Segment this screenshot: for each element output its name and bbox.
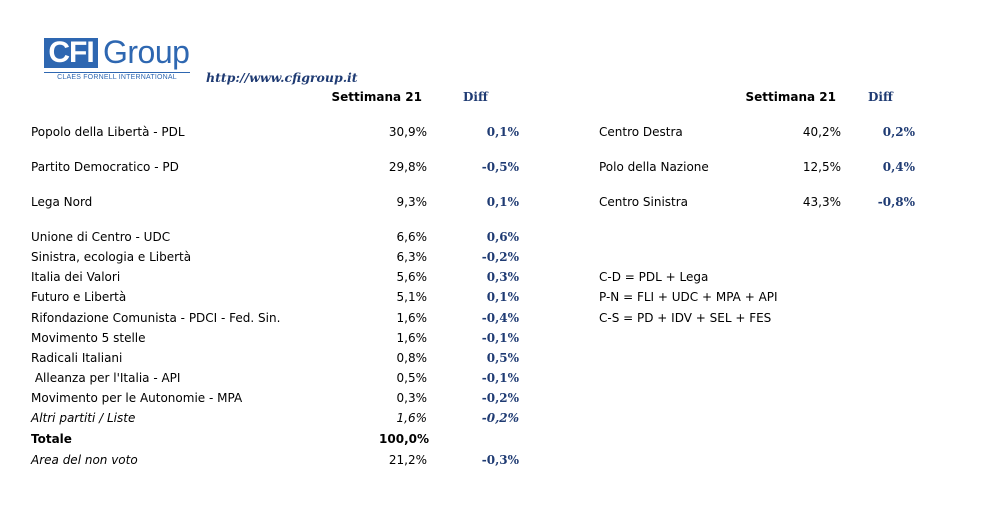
left-row-label: Popolo della Libertà - PDL: [31, 125, 185, 139]
left-row-label: Movimento 5 stelle: [31, 331, 146, 345]
logo-group: Group: [103, 34, 190, 70]
left-row-label: Lega Nord: [31, 195, 93, 209]
left-row-label: Partito Democratico - PD: [31, 160, 179, 174]
left-row-value: 0,3%: [396, 391, 427, 405]
right-row-diff: 0,4%: [882, 160, 915, 174]
left-row-label: Italia dei Valori: [31, 270, 121, 284]
left-row-diff: -0,4%: [481, 311, 519, 325]
right-header-week: Settimana 21: [745, 90, 836, 104]
right-row-diff: 0,2%: [882, 125, 915, 139]
left-row-diff: 0,3%: [486, 270, 519, 284]
legend-centro-destra: C-D = PDL + Lega: [599, 270, 709, 284]
right-row-label: Centro Destra: [599, 125, 683, 139]
left-row-value: 6,3%: [396, 250, 427, 264]
left-row-diff: -0,1%: [481, 371, 519, 385]
left-row-label: Alleanza per l'Italia - API: [31, 371, 181, 385]
left-row-value: 5,1%: [396, 290, 427, 304]
website-link[interactable]: http://www.cfigroup.it: [206, 70, 358, 85]
left-row-label: Unione di Centro - UDC: [31, 230, 171, 244]
left-row-diff: 0,1%: [486, 125, 519, 139]
left-row-value-total: 100,0%: [379, 432, 429, 446]
left-row-label: Rifondazione Comunista - PDCI - Fed. Sin.: [31, 311, 281, 325]
left-row-value: 1,6%: [396, 331, 427, 345]
left-row-value: 1,6%: [396, 411, 427, 425]
left-row-label: Movimento per le Autonomie - MPA: [31, 391, 243, 405]
right-row-value: 12,5%: [802, 160, 841, 174]
left-row-value: 1,6%: [396, 311, 427, 325]
left-row-diff: -0,2%: [481, 391, 519, 405]
left-row-label: Altri partiti / Liste: [31, 411, 136, 425]
logo-subtitle: CLAES FORNELL INTERNATIONAL: [44, 72, 190, 81]
left-row-diff: -0,2%: [481, 250, 519, 264]
left-row-value: 29,8%: [388, 160, 427, 174]
left-row-value: 9,3%: [396, 195, 427, 209]
left-row-label: Radicali Italiani: [31, 351, 123, 365]
left-row-value: 0,5%: [396, 371, 427, 385]
left-row-label: Futuro e Libertà: [31, 290, 127, 304]
right-row-value: 43,3%: [802, 195, 841, 209]
left-row-diff: 0,6%: [486, 230, 519, 244]
left-row-diff: 0,1%: [486, 290, 519, 304]
left-header-diff: Diff: [463, 90, 488, 104]
left-row-diff: 0,5%: [486, 351, 519, 365]
left-row-label: Area del non voto: [31, 453, 138, 467]
right-row-label: Centro Sinistra: [599, 195, 689, 209]
left-row-label-total: Totale: [31, 432, 72, 446]
right-row-diff: -0,8%: [877, 195, 915, 209]
left-row-diff: -0,5%: [481, 160, 519, 174]
right-row-label: Polo della Nazione: [599, 160, 709, 174]
left-row-diff: -0,2%: [481, 411, 519, 425]
left-row-diff: -0,3%: [481, 453, 519, 467]
logo-cfi: CFI: [44, 38, 98, 68]
left-row-diff: 0,1%: [486, 195, 519, 209]
left-row-diff: -0,1%: [481, 331, 519, 345]
right-row-value: 40,2%: [802, 125, 841, 139]
right-header-diff: Diff: [868, 90, 893, 104]
legend-polo-nazione: P-N = FLI + UDC + MPA + API: [599, 290, 778, 304]
left-row-value: 0,8%: [396, 351, 427, 365]
left-header-week: Settimana 21: [331, 90, 422, 104]
left-row-value: 6,6%: [396, 230, 427, 244]
left-row-label: Sinistra, ecologia e Libertà: [31, 250, 192, 264]
legend-centro-sinistra: C-S = PD + IDV + SEL + FES: [599, 311, 772, 325]
left-row-value: 21,2%: [388, 453, 427, 467]
left-row-value: 5,6%: [396, 270, 427, 284]
left-row-value: 30,9%: [388, 125, 427, 139]
